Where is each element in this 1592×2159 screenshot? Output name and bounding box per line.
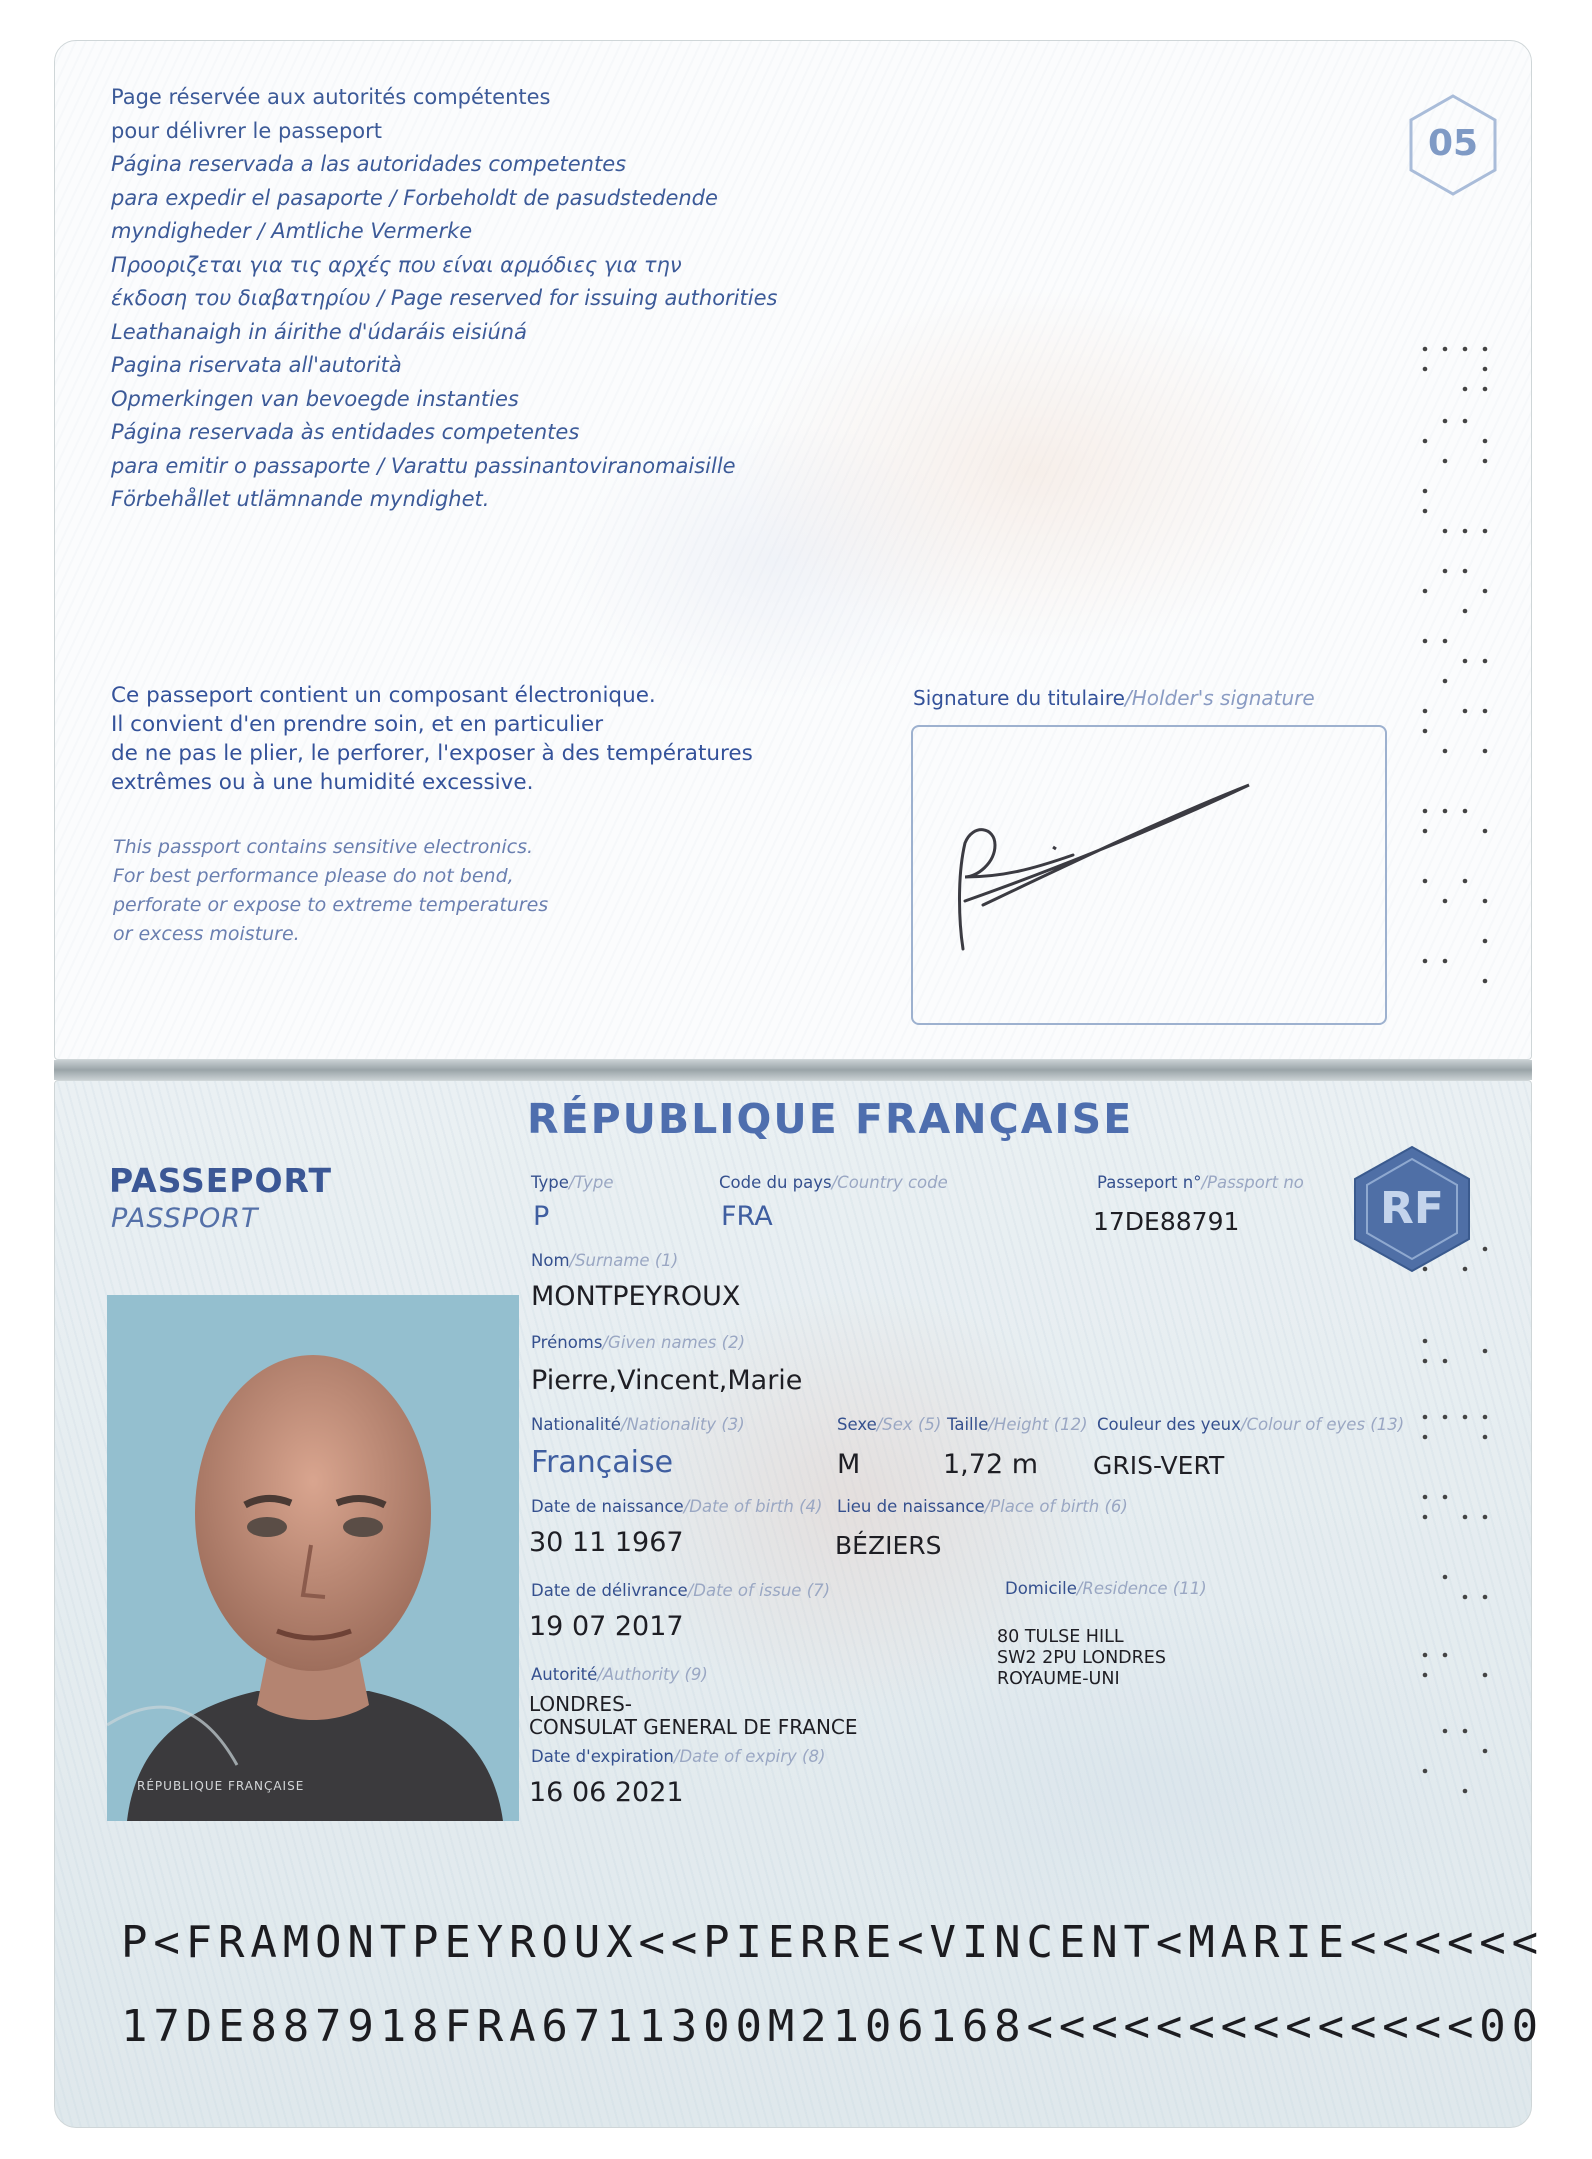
nationality-value: Française [531, 1445, 674, 1480]
notice-line: Il convient d'en prendre soin, et en particulier [111, 712, 604, 737]
perforated-number [1417, 1241, 1507, 1801]
signature-label [913, 686, 1315, 710]
mrz-line-1: P<FRAMONTPEYROUX<<PIERRE<VINCENT<MARIE<<<<<< [121, 1917, 1544, 1968]
holder-signature [913, 727, 1389, 1027]
place-of-birth-value: BÉZIERS [835, 1531, 942, 1560]
date-of-expiry-value: 16 06 2021 [529, 1777, 684, 1808]
label-fr: Autorité [531, 1665, 598, 1684]
residence-line: ROYAUME-UNI [997, 1669, 1120, 1689]
issuing-line: myndigheder / Amtliche Vermerke [111, 219, 473, 243]
label-fr: Date de naissance [531, 1497, 684, 1516]
date-of-issue-label [531, 1581, 830, 1600]
notice-line: For best performance please do not bend, [113, 865, 514, 887]
label-fr: Lieu de naissance [837, 1497, 985, 1516]
country-code-value: FRA [721, 1201, 773, 1232]
label-fr: Type [531, 1173, 569, 1192]
given-names-label [531, 1333, 745, 1352]
issuing-line: Pagina riservata all'autorità [111, 353, 402, 377]
date-of-birth-value: 30 11 1967 [529, 1527, 684, 1558]
issuing-line: Page réservée aux autorités compétentes [111, 85, 551, 109]
label-en: /Date of birth (4) [683, 1497, 823, 1516]
authority-line: CONSULAT GENERAL DE FRANCE [529, 1715, 858, 1739]
passport-number-label [1097, 1173, 1304, 1192]
surname-value: MONTPEYROUX [531, 1281, 741, 1312]
authority-label [531, 1665, 708, 1684]
sex-value: M [837, 1449, 861, 1480]
issuing-line: para emitir o passaporte / Varattu passinantoviranomaisille [111, 453, 736, 478]
eye-colour-value: GRIS-VERT [1093, 1451, 1225, 1480]
label-fr: Passeport n° [1097, 1173, 1202, 1192]
residence-line: SW2 2PU LONDRES [997, 1648, 1166, 1668]
emblem-text: RF [1380, 1183, 1444, 1234]
notice-line: or excess moisture. [113, 923, 300, 945]
label-en: /Date of expiry (8) [673, 1747, 826, 1766]
notice-line: perforate or expose to extreme temperatures [113, 894, 549, 916]
electronics-notice-en [113, 833, 548, 949]
issuing-line: Leathanaigh in áirithe d'údaráis eisiúná [111, 319, 527, 344]
height-value: 1,72 m [943, 1449, 1039, 1480]
label-fr: Nationalité [531, 1415, 621, 1434]
label-en: /Given names (2) [602, 1333, 746, 1352]
signature-box [911, 725, 1387, 1025]
issuing-line: Προοριζεται για τις αρχές που είναι αρμόδιες για την [111, 252, 682, 277]
date-of-birth-label [531, 1497, 822, 1516]
residence-line: 80 TULSE HILL [997, 1627, 1124, 1647]
nationality-label [531, 1415, 745, 1434]
label-en: /Country code [831, 1173, 948, 1192]
date-of-expiry-label [531, 1747, 825, 1766]
label-en: /Nationality (3) [620, 1415, 745, 1434]
passport-number-value: 17DE88791 [1093, 1207, 1240, 1236]
country-code-label [719, 1173, 948, 1192]
sex-label [837, 1415, 941, 1434]
electronics-notice-fr [111, 681, 753, 797]
label-fr: Nom [531, 1251, 570, 1270]
issuing-line: para expedir el pasaporte / Forbeholdt de pasudstedende [111, 185, 718, 210]
issuing-line: Förbehållet utlämnande myndighet. [111, 487, 490, 511]
label-fr: Date de délivrance [531, 1581, 688, 1600]
authority-value [529, 1693, 858, 1739]
photo-stamp: RÉPUBLIQUE FRANÇAISE [137, 1779, 305, 1793]
republic-header: RÉPUBLIQUE FRANÇAISE [527, 1095, 1134, 1143]
issuing-line: έκδοση του διαβατηρίου / Page reserved for issuing authorities [111, 286, 778, 310]
document-title: PASSEPORT [109, 1161, 332, 1200]
perforated-number [1417, 341, 1507, 1001]
data-page [54, 1080, 1544, 2128]
signature-label-fr: Signature du titulaire [913, 686, 1125, 710]
date-of-issue-value: 19 07 2017 [529, 1611, 684, 1642]
given-names-value: Pierre,Vincent,Marie [531, 1365, 803, 1396]
label-fr: Domicile [1005, 1579, 1077, 1598]
notice-line: de ne pas le plier, le perforer, l'exposer à des températures [111, 741, 753, 766]
issuing-line: Página reservada a las autoridades competentes [111, 152, 627, 176]
mrz-line-2: 17DE887918FRA6711300M2106168<<<<<<<<<<<<<<00 [121, 2001, 1544, 2052]
label-en: /Residence (11) [1076, 1579, 1207, 1598]
type-label [531, 1173, 614, 1192]
issuing-authority-page [54, 40, 1532, 1060]
page-number: 05 [1427, 123, 1479, 164]
label-en: /Type [568, 1173, 614, 1192]
label-en: /Place of birth (6) [984, 1497, 1128, 1516]
label-fr: Couleur des yeux [1097, 1415, 1241, 1434]
label-en: /Surname (1) [569, 1251, 679, 1270]
label-fr: Sexe [837, 1415, 877, 1434]
issuing-authority-text [111, 81, 777, 517]
residence-label [1005, 1579, 1207, 1598]
type-value: P [533, 1201, 550, 1232]
label-fr: Taille [947, 1415, 989, 1434]
place-of-birth-label [837, 1497, 1128, 1516]
booklet-fold [54, 1060, 1532, 1080]
label-fr: Prénoms [531, 1333, 603, 1352]
perforation-dots [1417, 1241, 1507, 1801]
notice-line: Ce passeport contient un composant électronique. [111, 683, 656, 708]
label-fr: Date d'expiration [531, 1747, 674, 1766]
signature-label-en: /Holder's signature [1124, 686, 1315, 710]
eye-colour-label [1097, 1415, 1404, 1434]
label-en: /Colour of eyes (13) [1240, 1415, 1405, 1434]
authority-line: LONDRES- [529, 1692, 632, 1716]
label-en: /Authority (9) [597, 1665, 708, 1684]
page-number-badge [1407, 93, 1499, 197]
label-en: /Sex (5) [876, 1415, 942, 1434]
portrait-image [107, 1295, 519, 1821]
notice-line: extrêmes ou à une humidité excessive. [111, 770, 534, 795]
document-title-en: PASSPORT [111, 1203, 259, 1234]
label-fr: Code du pays [719, 1173, 832, 1192]
label-en: /Date of issue (7) [687, 1581, 831, 1600]
issuing-line: Página reservada às entidades competentes [111, 420, 580, 444]
notice-line: This passport contains sensitive electronics. [113, 836, 534, 858]
holder-photo [107, 1295, 519, 1821]
surname-label [531, 1251, 678, 1270]
height-label [947, 1415, 1088, 1434]
issuing-line: Opmerkingen van bevoegde instanties [111, 386, 519, 411]
perforation-dots [1417, 341, 1507, 1001]
residence-value [997, 1627, 1166, 1690]
label-en: /Height (12) [988, 1415, 1088, 1434]
issuing-line: pour délivrer le passeport [111, 118, 383, 143]
label-en: /Passport no [1201, 1173, 1304, 1192]
